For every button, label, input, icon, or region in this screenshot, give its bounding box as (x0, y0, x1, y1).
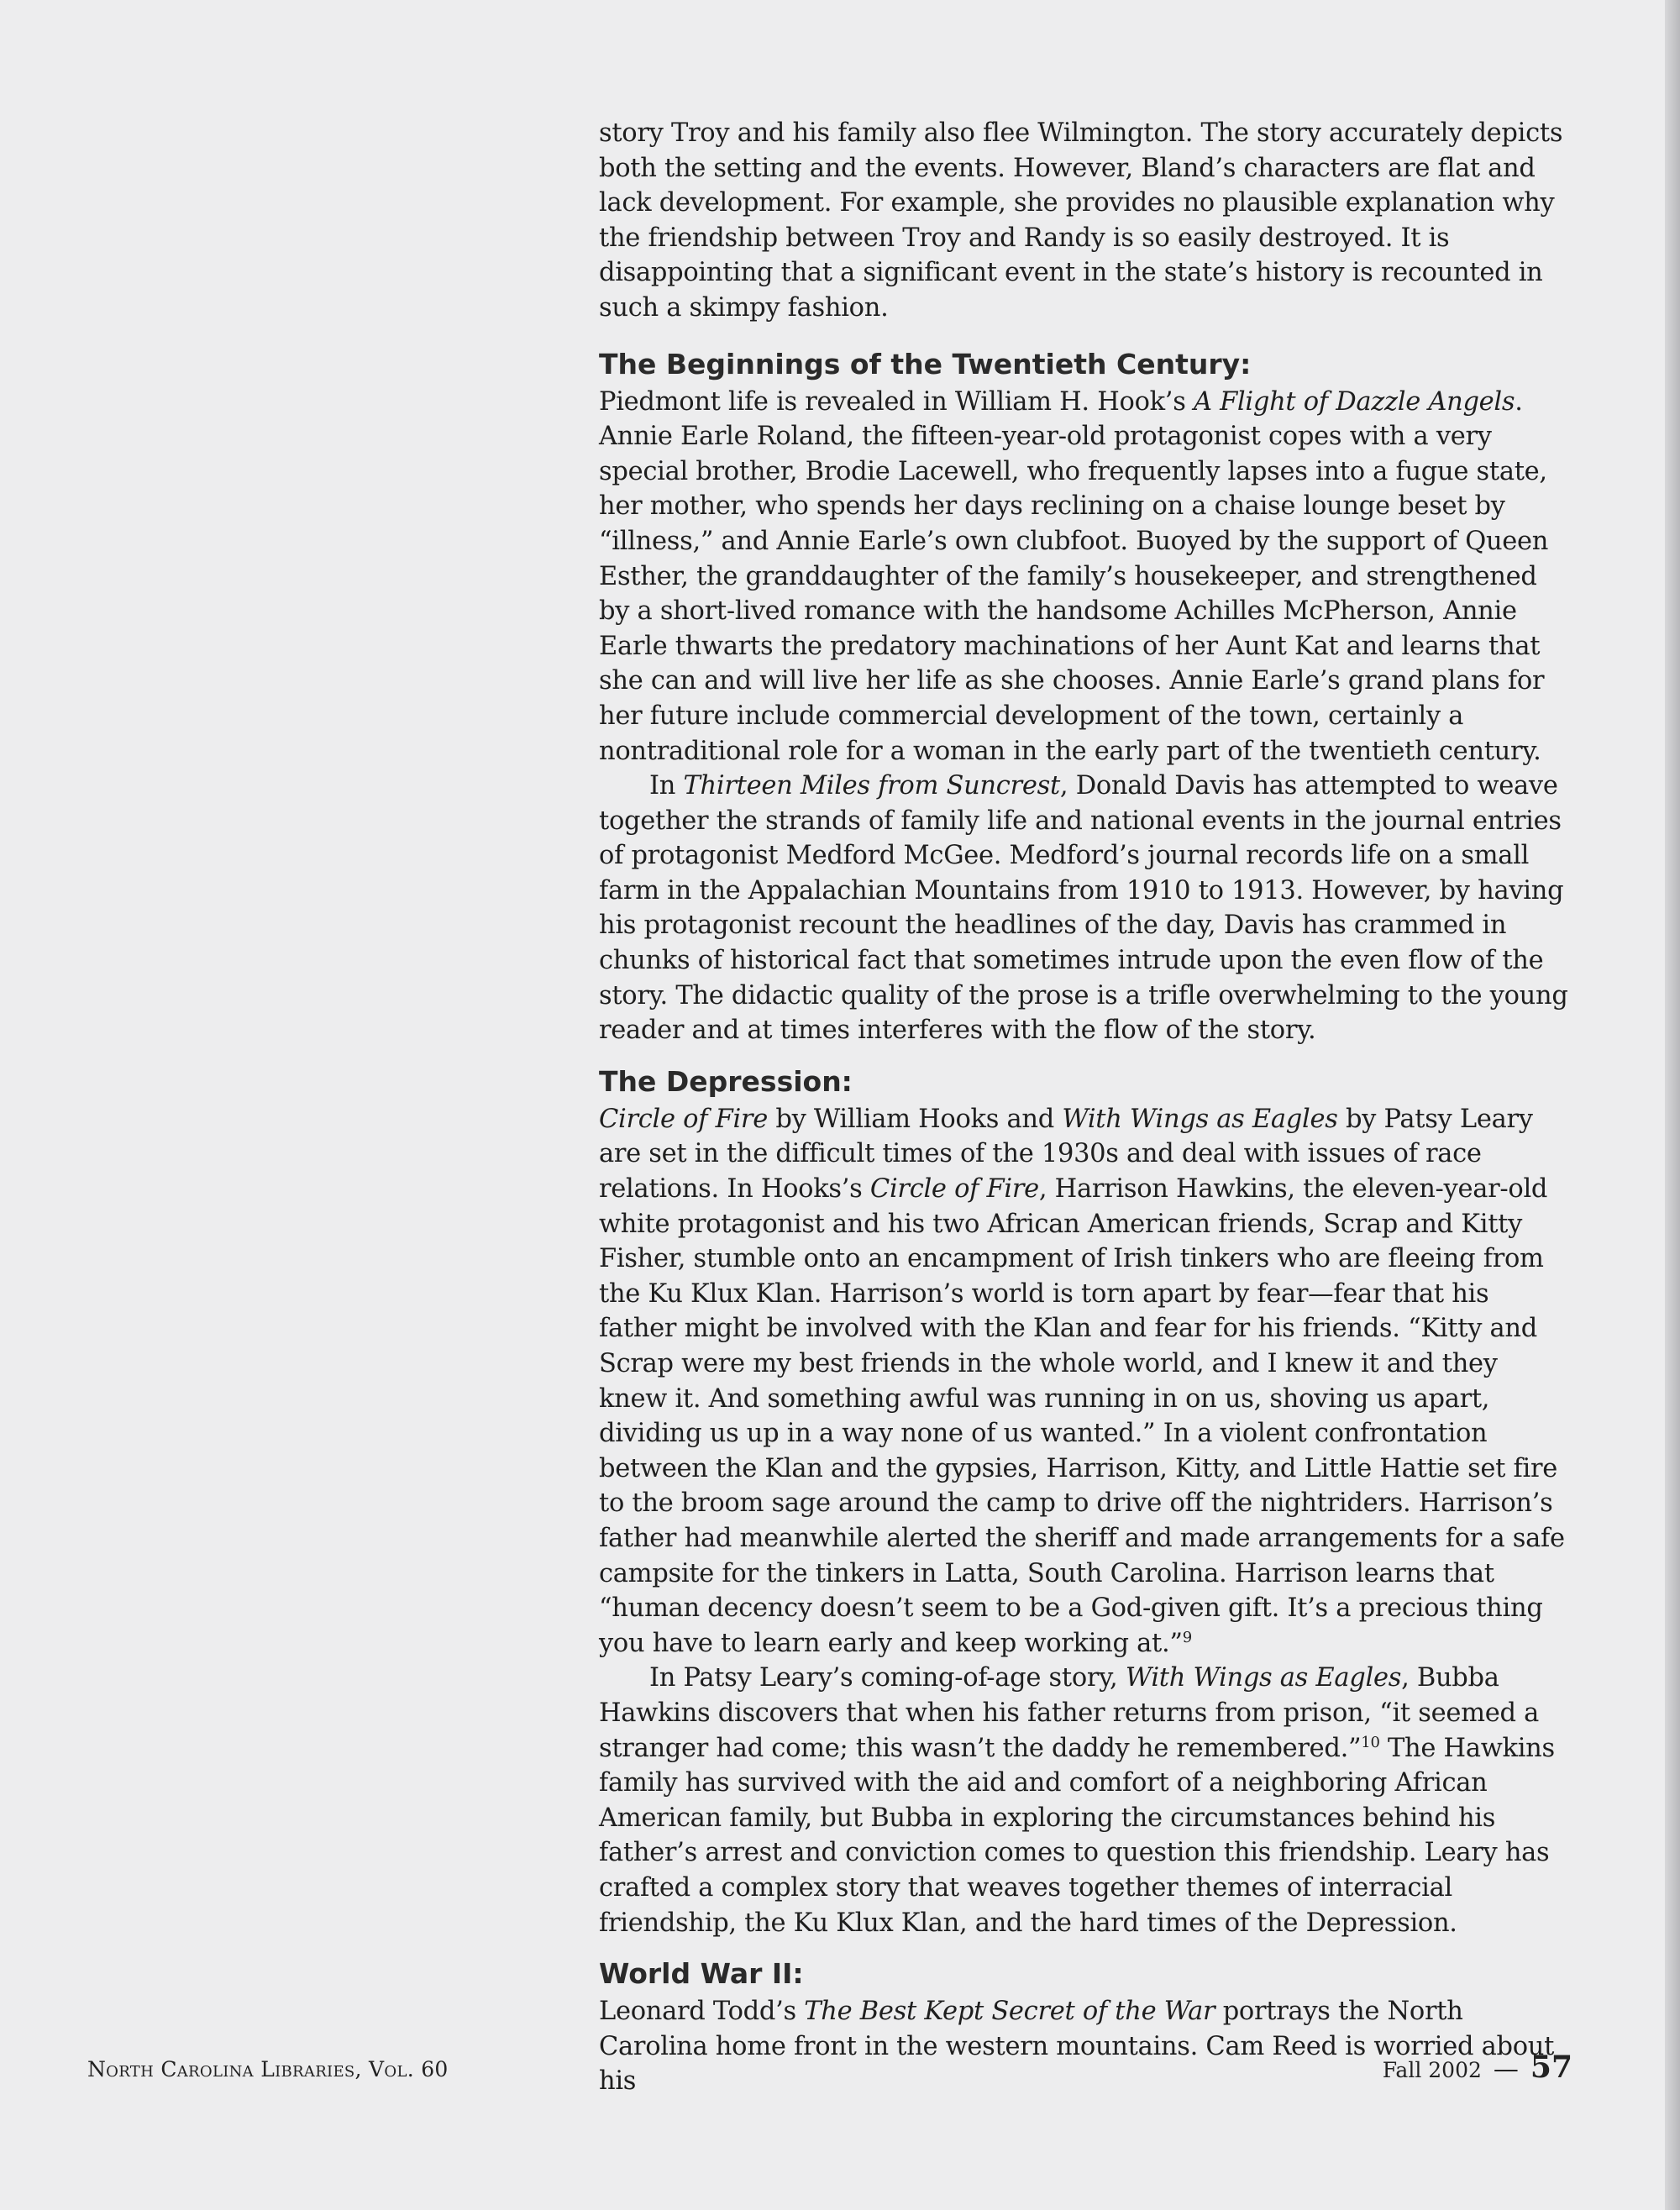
book-title: A Flight of Dazzle Angels (1193, 386, 1515, 417)
book-title: With Wings as Eagles (1062, 1104, 1338, 1134)
paragraph-dazzle-angels: Piedmont life is revealed in William H. Hook’s A Flight of Dazzle Angels. Annie Earle Roland, the fifteen-year-old protagonist copes with a very special brother, Brodie Lacewell, who frequently lapses into a fugue state, her mother, who spends her days reclining on a chaise lounge beset by “illness,” and Annie Earle’s own clubfoot. Buoyed by the support of Queen Esther, the granddaughter of the family’s housekeeper, and strengthened by a short-lived romance with the handsome Achilles McPherson, Annie Earle thwarts the predatory machinations of her Aunt Kat and learns that she can and will live her life as she chooses. Annie Earle’s grand plans for her future include commercial development of the town, certainly a nontraditional role for a woman in the early part of the twentieth century. (599, 386, 1549, 766)
paragraph-best-kept-secret: Leonard Todd’s The Best Kept Secret of the War portrays the North Carolina home front in the western mountains. Cam Reed is worried about his (599, 1997, 1555, 2097)
paragraph-suncrest: In Thirteen Miles from Suncrest, Donald Davis has attempted to weave together the strands of family life and national events in the journal entries of protagonist Medford McGee. Medford’s journal records life on a small farm in the Appalachian Mountains from 1910 to 1913. However, by having his protagonist recount the headlines of the day, Davis has crammed in chunks of historical fact that sometimes intrude upon the even flow of the story. The didactic quality of the prose is a trifle overwhelming to the young reader and at times interferes with the flow of the story. (599, 771, 1568, 1046)
footnote-marker: 9 (1182, 1628, 1192, 1646)
book-title: The Best Kept Secret of the War (804, 1997, 1215, 2027)
paragraph-wings-as-eagles: In Patsy Leary’s coming-of-age story, With Wings as Eagles, Bubba Hawkins discovers that when his father returns from prison, “it seemed a stranger had come; this wasn’t the daddy he remembered.”$^{10}$ The Hawkins family has survived with the aid and comfort of a neighboring African American family, but Bubba in exploring the circumstances behind his father’s arrest and conviction comes to question this friendship. Leary has crafted a complex story that weaves together themes of interracial friendship, the Ku Klux Klan, and the hard times of the Depression. (599, 1663, 1555, 1938)
paragraph-circle-of-fire: Circle of Fire by William Hooks and With Wings as Eagles by Patsy Leary are set in the difficult times of the 1930s and deal with issues of race relations. In Hooks’s Circle of Fire, Harrison Hawkins, the eleven-year-old white protagonist and his two African American friends, Scrap and Kitty Fisher, stumble onto an encampment of Irish tinkers who are fleeing from the Ku Klux Klan. Harrison’s world is torn apart by fear—fear that his father might be involved with the Klan and fear for his friends. “Kitty and Scrap were my best friends in the whole world, and I knew it and they knew it. And something awful was running in on us, shoving us apart, dividing us up in a way none of us wanted.” In a violent confrontation between the Klan and the gypsies, Harrison, Kitty, and Little Hattie set fire to the broom sage around the camp to drive off the nightriders. Harrison’s father had meanwhile alerted the sheriff and made arrangements for a safe campsite for the tinkers in Latta, South Carolina. Harrison learns that “human decency doesn’t seem to be a God-given gift. It’s a precious thing you have to learn early and keep working at.”$^9$ (599, 1104, 1565, 1658)
heading-world-war-ii: World War II: (599, 1957, 804, 1991)
book-title: Circle of Fire (869, 1174, 1039, 1205)
footer-dash: — (1493, 2055, 1519, 2084)
footnote-marker: 10 (1361, 1733, 1380, 1751)
footer-journal (87, 2057, 449, 2081)
text-column (599, 116, 1572, 2099)
book-title: With Wings as Eagles (1125, 1663, 1402, 1693)
issue-date: Fall 2002 (1382, 2058, 1482, 2082)
page-edge-shadow (1665, 0, 1680, 2210)
intro-paragraph: story Troy and his family also flee Wilmington. The story accurately depicts both the setting and the events. However, Bland’s characters are flat and lack development. For example, she provides no plausible explanation why the friendship between Troy and Randy is so easily destroyed. It is disappointing that a significant event in the state’s history is recounted in such a skimpy fashion. (599, 118, 1563, 323)
journal-title: North Carolina Libraries, Vol. 60 (87, 2057, 449, 2081)
book-title: Thirteen Miles from Suncrest (683, 771, 1060, 801)
page-number: 57 (1530, 2050, 1572, 2085)
heading-depression: The Depression: (599, 1064, 853, 1098)
book-title: Circle of Fire (599, 1104, 768, 1134)
footer-issue (1383, 2050, 1572, 2085)
heading-twentieth-century: The Beginnings of the Twentieth Century: (599, 347, 1252, 381)
